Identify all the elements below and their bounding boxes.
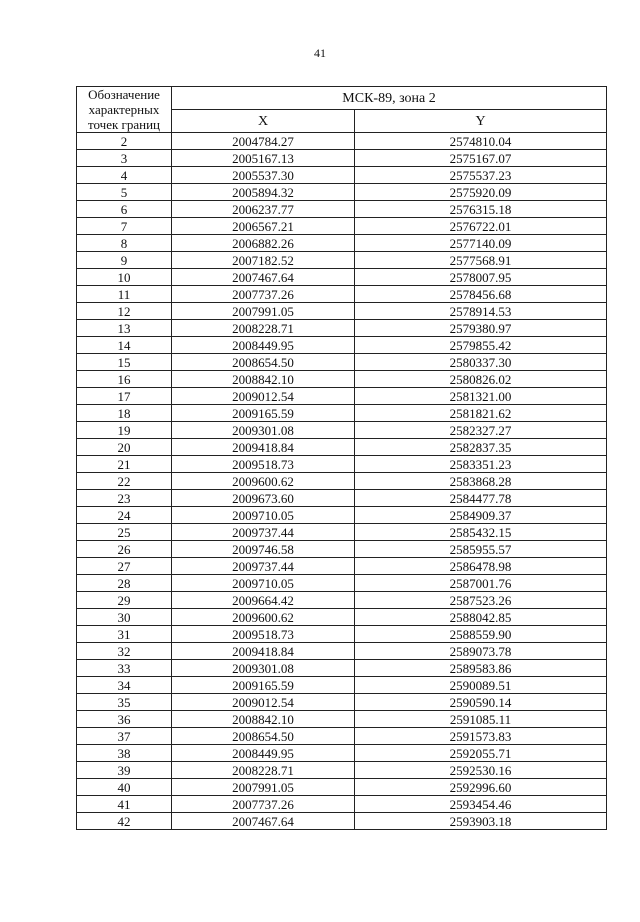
point-number-cell: 42 — [77, 813, 172, 830]
table-row — [77, 796, 607, 813]
x-coordinate-cell: 2009012.54 — [172, 388, 355, 405]
point-number-cell: 40 — [77, 779, 172, 796]
table-row — [77, 626, 607, 643]
y-coordinate-cell: 2592996.60 — [355, 779, 607, 796]
y-coordinate-cell: 2584909.37 — [355, 507, 607, 524]
y-coordinate-cell: 2593454.46 — [355, 796, 607, 813]
point-number-cell: 18 — [77, 405, 172, 422]
point-number-cell: 21 — [77, 456, 172, 473]
y-coordinate-cell: 2589073.78 — [355, 643, 607, 660]
table-row — [77, 405, 607, 422]
table-row — [77, 490, 607, 507]
x-coordinate-cell: 2009710.05 — [172, 575, 355, 592]
point-number-cell: 15 — [77, 354, 172, 371]
table-row — [77, 762, 607, 779]
point-number-cell: 24 — [77, 507, 172, 524]
point-number-cell: 13 — [77, 320, 172, 337]
point-number-cell: 20 — [77, 439, 172, 456]
x-coordinate-cell: 2007467.64 — [172, 269, 355, 286]
point-number-cell: 11 — [77, 286, 172, 303]
y-coordinate-cell: 2582327.27 — [355, 422, 607, 439]
point-number-cell: 14 — [77, 337, 172, 354]
y-coordinate-cell: 2588042.85 — [355, 609, 607, 626]
y-coordinate-cell: 2589583.86 — [355, 660, 607, 677]
y-coordinate-cell: 2576722.01 — [355, 218, 607, 235]
point-number-cell: 29 — [77, 592, 172, 609]
table-row — [77, 456, 607, 473]
table-row — [77, 150, 607, 167]
point-header-line-2: характерных — [88, 102, 160, 117]
table-row — [77, 592, 607, 609]
table-row — [77, 354, 607, 371]
x-coordinate-cell: 2008654.50 — [172, 354, 355, 371]
x-coordinate-cell: 2006882.26 — [172, 235, 355, 252]
table-row — [77, 524, 607, 541]
x-coordinate-cell: 2006237.77 — [172, 201, 355, 218]
table-row — [77, 728, 607, 745]
point-number-cell: 17 — [77, 388, 172, 405]
point-number-cell: 41 — [77, 796, 172, 813]
point-number-cell: 25 — [77, 524, 172, 541]
point-number-cell: 10 — [77, 269, 172, 286]
point-number-cell: 7 — [77, 218, 172, 235]
y-coordinate-cell: 2591085.11 — [355, 711, 607, 728]
x-coordinate-cell: 2007182.52 — [172, 252, 355, 269]
x-coordinate-cell: 2009301.08 — [172, 422, 355, 439]
table-row — [77, 779, 607, 796]
x-coordinate-cell: 2009518.73 — [172, 626, 355, 643]
table-row — [77, 320, 607, 337]
point-number-cell: 33 — [77, 660, 172, 677]
y-coordinate-cell: 2575537.23 — [355, 167, 607, 184]
table-row — [77, 745, 607, 762]
table-row — [77, 575, 607, 592]
table-row — [77, 303, 607, 320]
table-body — [77, 133, 607, 830]
table-row — [77, 201, 607, 218]
table-row — [77, 133, 607, 150]
x-coordinate-cell: 2004784.27 — [172, 133, 355, 150]
table-row — [77, 677, 607, 694]
y-coordinate-cell: 2585432.15 — [355, 524, 607, 541]
point-number-cell: 32 — [77, 643, 172, 660]
point-number-cell: 6 — [77, 201, 172, 218]
point-number-cell: 38 — [77, 745, 172, 762]
y-coordinate-cell: 2582837.35 — [355, 439, 607, 456]
point-number-cell: 3 — [77, 150, 172, 167]
point-number-cell: 35 — [77, 694, 172, 711]
x-coordinate-cell: 2007737.26 — [172, 286, 355, 303]
y-coordinate-cell: 2584477.78 — [355, 490, 607, 507]
table-row — [77, 371, 607, 388]
x-coordinate-cell: 2008842.10 — [172, 711, 355, 728]
y-coordinate-cell: 2585955.57 — [355, 541, 607, 558]
table-row — [77, 643, 607, 660]
x-coordinate-cell: 2009673.60 — [172, 490, 355, 507]
x-coordinate-cell: 2007991.05 — [172, 303, 355, 320]
y-coordinate-cell: 2575167.07 — [355, 150, 607, 167]
y-coordinate-cell: 2583351.23 — [355, 456, 607, 473]
table-row — [77, 609, 607, 626]
table-row — [77, 235, 607, 252]
table-row — [77, 184, 607, 201]
table-row — [77, 167, 607, 184]
table-row — [77, 541, 607, 558]
y-coordinate-cell: 2578456.68 — [355, 286, 607, 303]
point-designation-header — [77, 87, 172, 133]
x-coordinate-cell: 2008842.10 — [172, 371, 355, 388]
x-coordinate-cell: 2008228.71 — [172, 762, 355, 779]
x-coordinate-cell: 2006567.21 — [172, 218, 355, 235]
y-coordinate-cell: 2580337.30 — [355, 354, 607, 371]
table-row — [77, 660, 607, 677]
point-number-cell: 30 — [77, 609, 172, 626]
y-coordinate-cell: 2579855.42 — [355, 337, 607, 354]
y-coordinate-cell: 2592530.16 — [355, 762, 607, 779]
y-coordinate-cell: 2588559.90 — [355, 626, 607, 643]
table-row — [77, 388, 607, 405]
y-coordinate-cell: 2581821.62 — [355, 405, 607, 422]
point-number-cell: 23 — [77, 490, 172, 507]
point-header-line-1: Обозначение — [88, 87, 160, 102]
x-coordinate-cell: 2009301.08 — [172, 660, 355, 677]
x-coordinate-cell: 2009518.73 — [172, 456, 355, 473]
y-coordinate-cell: 2587001.76 — [355, 575, 607, 592]
x-coordinate-cell: 2009737.44 — [172, 524, 355, 541]
point-number-cell: 22 — [77, 473, 172, 490]
point-number-cell: 26 — [77, 541, 172, 558]
point-number-cell: 4 — [77, 167, 172, 184]
table-row — [77, 813, 607, 830]
x-coordinate-cell: 2008654.50 — [172, 728, 355, 745]
point-number-cell: 19 — [77, 422, 172, 439]
x-coordinate-cell: 2007737.26 — [172, 796, 355, 813]
x-coordinate-cell: 2007991.05 — [172, 779, 355, 796]
x-coordinate-cell: 2008228.71 — [172, 320, 355, 337]
y-coordinate-cell: 2586478.98 — [355, 558, 607, 575]
table-row — [77, 473, 607, 490]
point-number-cell: 8 — [77, 235, 172, 252]
x-coordinate-cell: 2009012.54 — [172, 694, 355, 711]
x-coordinate-cell: 2005894.32 — [172, 184, 355, 201]
y-coordinate-cell: 2575920.09 — [355, 184, 607, 201]
y-coordinate-cell: 2590590.14 — [355, 694, 607, 711]
y-coordinate-cell: 2578007.95 — [355, 269, 607, 286]
point-number-cell: 12 — [77, 303, 172, 320]
point-header-line-3: точек границ — [87, 117, 161, 132]
point-number-cell: 37 — [77, 728, 172, 745]
point-number-cell: 36 — [77, 711, 172, 728]
x-coordinate-cell: 2009418.84 — [172, 643, 355, 660]
table-row — [77, 422, 607, 439]
y-coordinate-cell: 2577568.91 — [355, 252, 607, 269]
point-number-cell: 39 — [77, 762, 172, 779]
x-column-header: X — [172, 110, 355, 133]
y-coordinate-cell: 2590089.51 — [355, 677, 607, 694]
table-row — [77, 286, 607, 303]
point-number-cell: 28 — [77, 575, 172, 592]
x-coordinate-cell: 2009737.44 — [172, 558, 355, 575]
x-coordinate-cell: 2009600.62 — [172, 473, 355, 490]
x-coordinate-cell: 2009746.58 — [172, 541, 355, 558]
table-row — [77, 269, 607, 286]
y-coordinate-cell: 2579380.97 — [355, 320, 607, 337]
table-row — [77, 558, 607, 575]
table-row — [77, 337, 607, 354]
y-coordinate-cell: 2580826.02 — [355, 371, 607, 388]
point-number-cell: 31 — [77, 626, 172, 643]
x-coordinate-cell: 2009600.62 — [172, 609, 355, 626]
y-coordinate-cell: 2576315.18 — [355, 201, 607, 218]
page-number: 41 — [314, 46, 326, 60]
point-number-cell: 2 — [77, 133, 172, 150]
x-coordinate-cell: 2009664.42 — [172, 592, 355, 609]
point-number-cell: 27 — [77, 558, 172, 575]
coordinate-system-header: МСК-89, зона 2 — [172, 87, 607, 110]
x-coordinate-cell: 2009165.59 — [172, 677, 355, 694]
table-row — [77, 252, 607, 269]
table-row — [77, 711, 607, 728]
y-coordinate-cell: 2592055.71 — [355, 745, 607, 762]
y-coordinate-cell: 2581321.00 — [355, 388, 607, 405]
y-column-header: Y — [355, 110, 607, 133]
table-row — [77, 218, 607, 235]
y-coordinate-cell: 2587523.26 — [355, 592, 607, 609]
x-coordinate-cell: 2005537.30 — [172, 167, 355, 184]
y-coordinate-cell: 2593903.18 — [355, 813, 607, 830]
x-coordinate-cell: 2009710.05 — [172, 507, 355, 524]
y-coordinate-cell: 2577140.09 — [355, 235, 607, 252]
table-row — [77, 507, 607, 524]
x-coordinate-cell: 2005167.13 — [172, 150, 355, 167]
y-coordinate-cell: 2574810.04 — [355, 133, 607, 150]
x-coordinate-cell: 2007467.64 — [172, 813, 355, 830]
y-coordinate-cell: 2578914.53 — [355, 303, 607, 320]
x-coordinate-cell: 2008449.95 — [172, 745, 355, 762]
coordinates-table — [76, 86, 607, 830]
point-number-cell: 16 — [77, 371, 172, 388]
x-coordinate-cell: 2008449.95 — [172, 337, 355, 354]
y-coordinate-cell: 2583868.28 — [355, 473, 607, 490]
point-number-cell: 5 — [77, 184, 172, 201]
x-coordinate-cell: 2009418.84 — [172, 439, 355, 456]
table-header — [77, 87, 607, 133]
table-row — [77, 439, 607, 456]
point-number-cell: 9 — [77, 252, 172, 269]
point-number-cell: 34 — [77, 677, 172, 694]
x-coordinate-cell: 2009165.59 — [172, 405, 355, 422]
table-row — [77, 694, 607, 711]
y-coordinate-cell: 2591573.83 — [355, 728, 607, 745]
